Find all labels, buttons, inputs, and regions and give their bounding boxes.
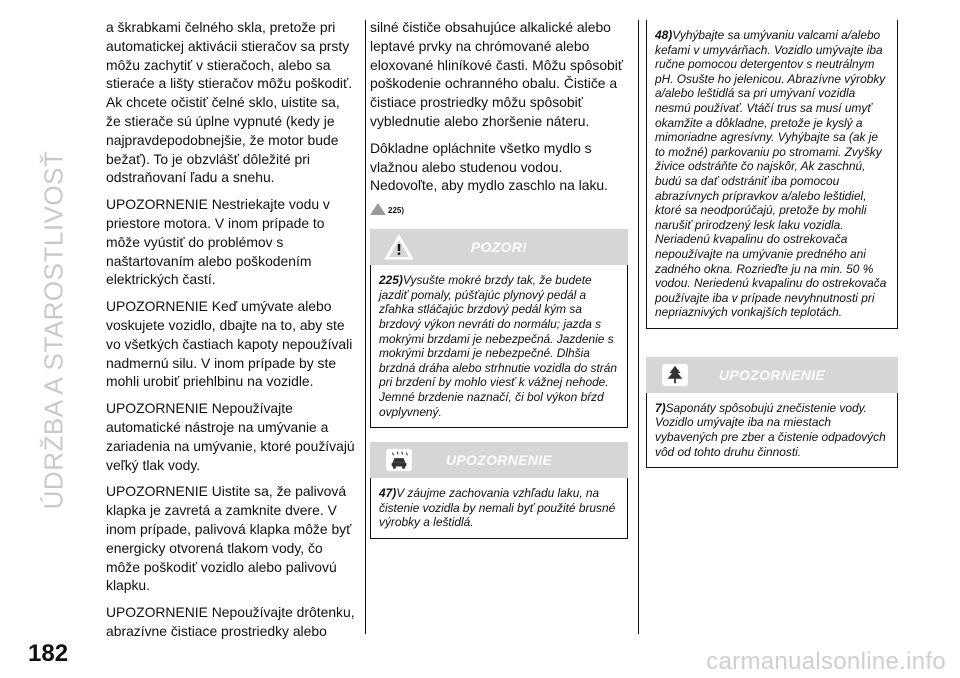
car-wash-icon bbox=[384, 446, 414, 474]
warning-reference[interactable] bbox=[370, 203, 628, 215]
paragraph: UPOZORNENIE Uistite sa, že palivová klapka je zavretá a zamknite dvere. V inom prípade, palivová klapka môže byť energicky otvorená tlakom vody, čo môže poškodiť vozidlo alebo palivovú klapku. bbox=[106, 483, 352, 594]
environment-box-header bbox=[646, 357, 898, 393]
watermark: carmanualsonline.info bbox=[706, 648, 946, 675]
caution-box-header bbox=[370, 442, 628, 478]
warning-reference-number: 225) bbox=[388, 206, 405, 216]
paragraph: UPOZORNENIE Nepoužívajte automatické nástroje na umývanie a zariadenia na umývanie, ktoré používajú veľký tlak vody. bbox=[106, 400, 355, 473]
note-text: Vyhýbajte sa umývaniu valcami a/alebo kefami v umyvárňach. Vozidlo umývajte iba ručne pomocou detergentov s neutrálnym pH. Osušte ho jelenicou. Abrazívne výrobky a/alebo leštidlá sa pri umývaní vozidla nesmú používať. Vtáčí trus sa musí umyť okamžite a dôkladne, pretože je kyslý a mimoriadne agresívny. Vyhýbajte sa (ak je to možné) parkovaniu po stromami. Zvyšky živice odstráňte čo najskôr, Ak zaschnú, budú sa dať odstrániť iba pomocou abrazívnych prípravkov a/alebo leštidiel, ktoré sa neodporúčajú, pretože by mohli narušiť prirodzený lesk laku vozidla. Neriadenú kvapalinu do ostrekovača nepoužívajte na umývanie predného ani zadného okna. Rozrieďte ju na min. 50 % vodou. Neriedenú kvapalinu do ostrekovača používajte iba v prípade nevyhnutnosti pri nepriaznivých vonkajších teplotách. bbox=[655, 28, 887, 320]
note-number: 7) bbox=[655, 400, 666, 415]
warning-triangle-icon bbox=[370, 203, 386, 215]
text-column-2 bbox=[370, 18, 628, 539]
warning-box-body bbox=[370, 265, 628, 428]
environment-box-title: UPOZORNENIE bbox=[719, 366, 825, 383]
caution-box-body bbox=[646, 20, 898, 329]
paragraph: Dôkladne opláchnite všetko mydlo s vlažnou alebo studenou vodou. Nedovoľte, aby mydlo zaschlo na laku. bbox=[370, 139, 609, 194]
tree-icon bbox=[660, 361, 690, 389]
page-number: 182 bbox=[28, 640, 69, 667]
text-column-1 bbox=[106, 18, 358, 649]
warning-triangle-icon bbox=[384, 233, 414, 261]
paragraph: UPOZORNENIE Nestriekajte vodu v priestore motora. V inom prípade to môže vyústiť do problémov s naštartovaním alebo poškodením elektrických častí. bbox=[106, 196, 330, 288]
paragraph: silné čističe obsahujúce alkalické alebo leptavé prvky na chrómované alebo eloxované hliníkové časti. Môžu spôsobiť poškodenie ochranného obalu. Čističe a čistiace prostriedky môžu spôsobiť vyblednutie alebo zhoršenie náteru. bbox=[370, 19, 624, 129]
paragraph: UPOZORNENIE Keď umývate alebo voskujete vozidlo, dbajte na to, aby ste vo všetkých častiach kapoty nepoužívali nadmernú silu. V inom prípade by ste mohli urobiť priehlbinu na vozidle. bbox=[106, 298, 353, 390]
caution-box-body bbox=[370, 478, 628, 539]
note-number: 47) bbox=[379, 486, 397, 501]
paragraph: UPOZORNENIE Nepoužívajte drôtenku, abrazívne čistiace prostriedky alebo bbox=[106, 604, 355, 639]
note-text: Vysušte mokré brzdy tak, že budete jazdiť pomaly, púšťajúc plynový pedál a zľahka stláčajúc brzdový pedál kým sa brzdový výkon nevráti do normálu; jazda s mokrými brzdami je nebezpečná. Jazdenie s mokrými brzdami je nebezpečné. Dlhšia brzdná dráha alebo strhnutie vozidla do strán pri brzdení by mohlo viesť k vážnej nehode. Jemné brzdenie naznačí, či bol výkon bŕzd ovplyvnený. bbox=[379, 273, 617, 419]
note-number: 48) bbox=[655, 28, 673, 42]
note-text: V záujme zachovania vzhľadu laku, na čistenie vozidla by nemali byť použité brusné výrobky a leštidlá. bbox=[379, 486, 616, 530]
note-text: Saponáty spôsobujú znečistenie vody. Vozidlo umývajte iba na miestach vybavených pre zber a čistenie odpadových vôd od tohto druhu činnosti. bbox=[655, 400, 886, 459]
environment-box-body bbox=[646, 393, 898, 468]
warning-box-title: POZOR! bbox=[470, 239, 528, 256]
chapter-side-title: ÚDRŽBA A STAROSTLIVOSŤ bbox=[38, 150, 69, 510]
column-separator bbox=[638, 20, 639, 634]
paragraph: a škrabkami čelného skla, pretože pri automatickej aktivácii stieračov sa prsty môžu zachytiť v stieračoch, alebo sa stieraće a lišty stieračov môžu poškodiť. Ak chcete očistiť čelné sklo, uistite sa, že stierače sú úplne vypnuté (kedy je najpravdepodobnejšie, že motor bude bežať). To je obzvlášť dôležité pri odstraňovaní ľadu a snehu. bbox=[106, 19, 353, 186]
caution-box-title: UPOZORNENIE bbox=[446, 452, 552, 469]
note-number: 225) bbox=[379, 273, 403, 288]
text-column-3 bbox=[646, 18, 898, 468]
column-separator bbox=[365, 20, 366, 634]
warning-box-header bbox=[370, 229, 628, 265]
